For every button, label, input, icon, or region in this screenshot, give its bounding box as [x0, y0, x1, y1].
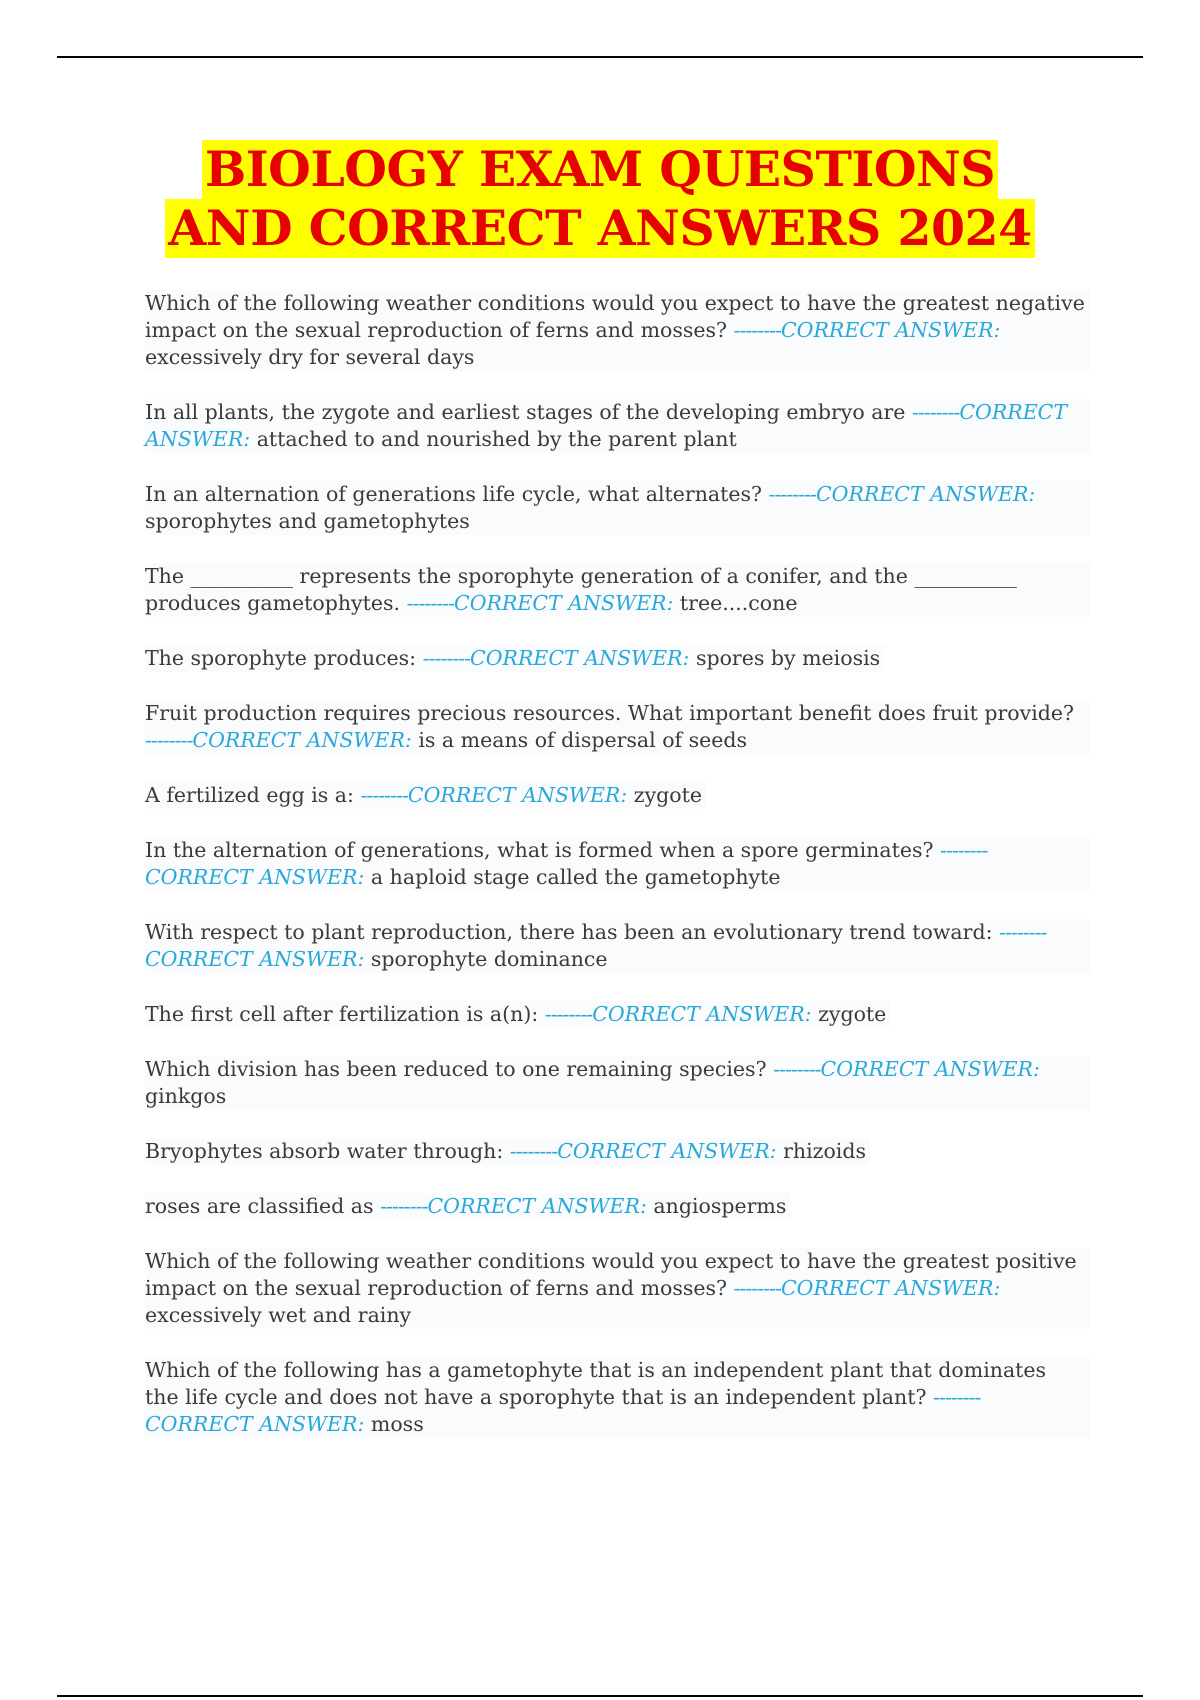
- answer-label: CORRECT ANSWER:: [780, 1276, 1001, 1300]
- answer-text: tree....cone: [679, 591, 798, 615]
- answer-text: zygote: [818, 1002, 887, 1026]
- answer-text: a haploid stage called the gametophyte: [370, 865, 781, 889]
- answer-text: excessively dry for several days: [145, 345, 475, 369]
- qa-item: [145, 1056, 1090, 1110]
- question-text: Bryophytes absorb water through:: [145, 1139, 504, 1163]
- question-text: A fertilized egg is a:: [145, 783, 354, 807]
- question-text: roses are classified as: [145, 1194, 374, 1218]
- answer-label: CORRECT ANSWER:: [470, 646, 690, 670]
- answer-label: CORRECT ANSWER:: [145, 400, 1068, 451]
- question-text: In an alternation of generations life cycle, what alternates?: [145, 482, 763, 506]
- answer-separator: --------: [380, 1194, 428, 1218]
- question-text: The sporophyte produces:: [145, 646, 417, 670]
- question-text: The __________ represents the sporophyte generation of a conifer, and the __________ produces gametophytes.: [145, 564, 1017, 615]
- answer-text: sporophytes and gametophytes: [145, 509, 470, 533]
- answer-text: ginkgos: [145, 1084, 227, 1108]
- qa-item: [145, 399, 1090, 453]
- answer-separator: --------: [360, 783, 408, 807]
- question-text: In the alternation of generations, what is formed when a spore germinates?: [145, 838, 934, 862]
- answer-label: CORRECT ANSWER:: [145, 1412, 365, 1436]
- answer-separator: --------: [940, 838, 988, 862]
- answer-label: CORRECT ANSWER:: [592, 1002, 812, 1026]
- title-line-1: BIOLOGY EXAM QUESTIONS: [202, 140, 998, 199]
- qa-item: [145, 1193, 790, 1220]
- answer-text: spores by meiosis: [695, 646, 881, 670]
- answer-separator: --------: [933, 1385, 981, 1409]
- answer-separator: --------: [999, 920, 1047, 944]
- answer-text: rhizoids: [783, 1139, 866, 1163]
- answer-label: CORRECT ANSWER:: [145, 865, 365, 889]
- qa-item: [145, 700, 1090, 754]
- qa-item: [145, 782, 706, 809]
- answer-text: zygote: [633, 783, 703, 807]
- question-text: Which of the following weather conditions would you expect to have the greatest negative impact on the sexual reproduction of ferns and mosses?: [145, 291, 1085, 342]
- answer-label: CORRECT ANSWER:: [557, 1139, 777, 1163]
- question-text: Which of the following has a gametophyte that is an independent plant that dominates the life cycle and does not have a sporophyte that is an independent plant?: [145, 1358, 1047, 1409]
- title-line-2: AND CORRECT ANSWERS 2024: [165, 199, 1034, 258]
- answer-separator: --------: [768, 482, 816, 506]
- answer-separator: --------: [544, 1002, 593, 1026]
- answer-separator: --------: [509, 1139, 558, 1163]
- qa-item: [145, 1248, 1090, 1329]
- answer-label: CORRECT ANSWER:: [145, 947, 365, 971]
- answer-text: excessively wet and rainy: [145, 1303, 412, 1327]
- question-text: The first cell after fertilization is a(n):: [145, 1002, 539, 1026]
- answer-separator: --------: [145, 728, 193, 752]
- answer-label: CORRECT ANSWER:: [427, 1194, 647, 1218]
- answer-separator: --------: [733, 1276, 781, 1300]
- question-text: With respect to plant reproduction, there has been an evolutionary trend toward:: [145, 920, 993, 944]
- qa-list: [145, 290, 1090, 1466]
- answer-text: moss: [370, 1412, 424, 1436]
- qa-item: [145, 919, 1090, 973]
- qa-item: [145, 837, 1090, 891]
- answer-separator: --------: [422, 646, 471, 670]
- answer-label: CORRECT ANSWER:: [780, 318, 1001, 342]
- question-text: Fruit production requires precious resources. What important benefit does fruit provide?: [145, 701, 1075, 725]
- answer-separator: --------: [733, 318, 781, 342]
- qa-item: [145, 290, 1090, 371]
- answer-separator: --------: [911, 400, 960, 424]
- bottom-rule: [57, 1695, 1143, 1697]
- answer-text: is a means of dispersal of seeds: [418, 728, 748, 752]
- qa-item: [145, 645, 884, 672]
- top-rule: [57, 56, 1143, 58]
- qa-item: [145, 1138, 870, 1165]
- answer-text: attached to and nourished by the parent plant: [256, 427, 737, 451]
- answer-text: angiosperms: [653, 1194, 787, 1218]
- question-text: Which of the following weather conditions would you expect to have the greatest positive impact on the sexual reproduction of ferns and mosses?: [145, 1249, 1077, 1300]
- qa-item: [145, 1001, 890, 1028]
- answer-label: CORRECT ANSWER:: [815, 482, 1036, 506]
- answer-separator: --------: [773, 1057, 821, 1081]
- question-text: In all plants, the zygote and earliest stages of the developing embryo are: [145, 400, 906, 424]
- qa-item: [145, 481, 1090, 535]
- qa-item: [145, 1357, 1090, 1438]
- document-title: [0, 140, 1200, 258]
- answer-label: CORRECT ANSWER:: [820, 1057, 1040, 1081]
- qa-item: [145, 563, 1090, 617]
- answer-label: CORRECT ANSWER:: [192, 728, 412, 752]
- answer-label: CORRECT ANSWER:: [454, 591, 674, 615]
- answer-separator: --------: [406, 591, 455, 615]
- question-text: Which division has been reduced to one remaining species?: [145, 1057, 767, 1081]
- answer-text: sporophyte dominance: [370, 947, 608, 971]
- answer-label: CORRECT ANSWER:: [407, 783, 628, 807]
